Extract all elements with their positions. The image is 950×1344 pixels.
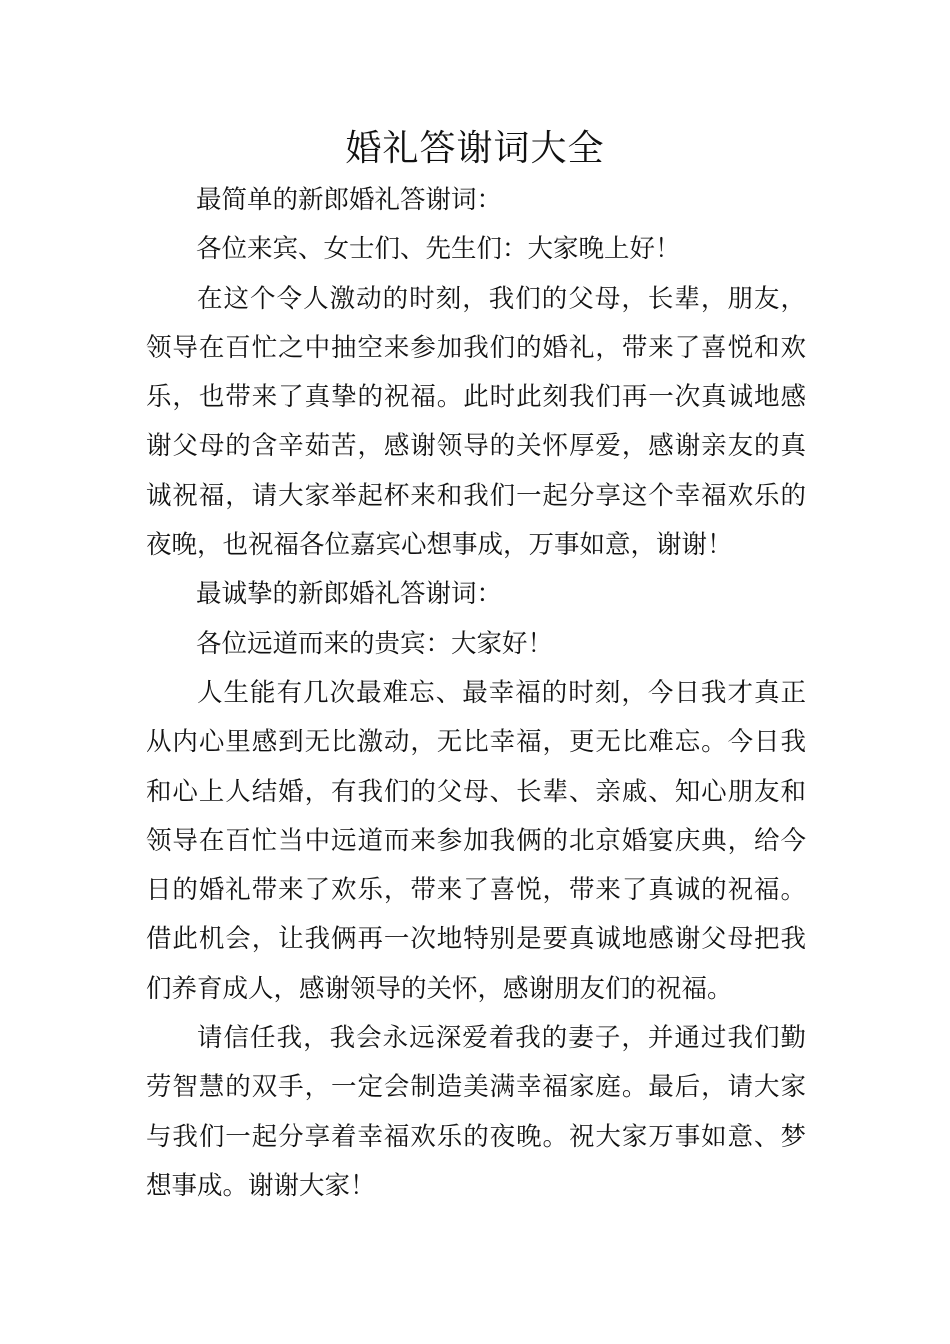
body-paragraph: 请信任我，我会永远深爱着我的妻子，并通过我们勤劳智慧的双手，一定会制造美满幸福家庭。最后，请大家与我们一起分享着幸福欢乐的夜晚。祝大家万事如意、梦想事成。谢谢大家！ (146, 1023, 806, 1201)
document-title: 婚礼答谢词大全 (345, 128, 605, 169)
body-paragraph: 在这个令人激动的时刻，我们的父母，长辈，朋友，领导在百忙之中抽空来参加我们的婚礼，带来了喜悦和欢乐，也带来了真挚的祝福。此时此刻我们再一次真诚地感谢父母的含辛茹苦，感谢领导的关怀厚爱，感谢亲友的真诚祝福，请大家举起杯来和我们一起分享这个幸福欢乐的夜晚，也祝福各位嘉宾心想事成，万事如意，谢谢！ (146, 283, 806, 561)
section-heading-sincere: 最诚挚的新郎婚礼答谢词： (196, 579, 503, 610)
greeting-paragraph: 各位来宾、女士们、先生们：大家晚上好！ (196, 234, 681, 265)
document-body (146, 176, 806, 1211)
body-paragraph: 人生能有几次最难忘、最幸福的时刻，今日我才真正从内心里感到无比激动，无比幸福，更无比难忘。今日我和心上人结婚，有我们的父母、长辈、亲戚、知心朋友和领导在百忙当中远道而来参加我俩的北京婚宴庆典，给今日的婚礼带来了欢乐，带来了喜悦，带来了真诚的祝福。借此机会，让我俩再一次地特别是要真诚地感谢父母把我们养育成人，感谢领导的关怀，感谢朋友们的祝福。 (146, 677, 806, 1004)
section-heading-simple: 最简单的新郎婚礼答谢词： (196, 185, 503, 215)
greeting-paragraph: 各位远道而来的贵宾：大家好！ (196, 628, 554, 659)
